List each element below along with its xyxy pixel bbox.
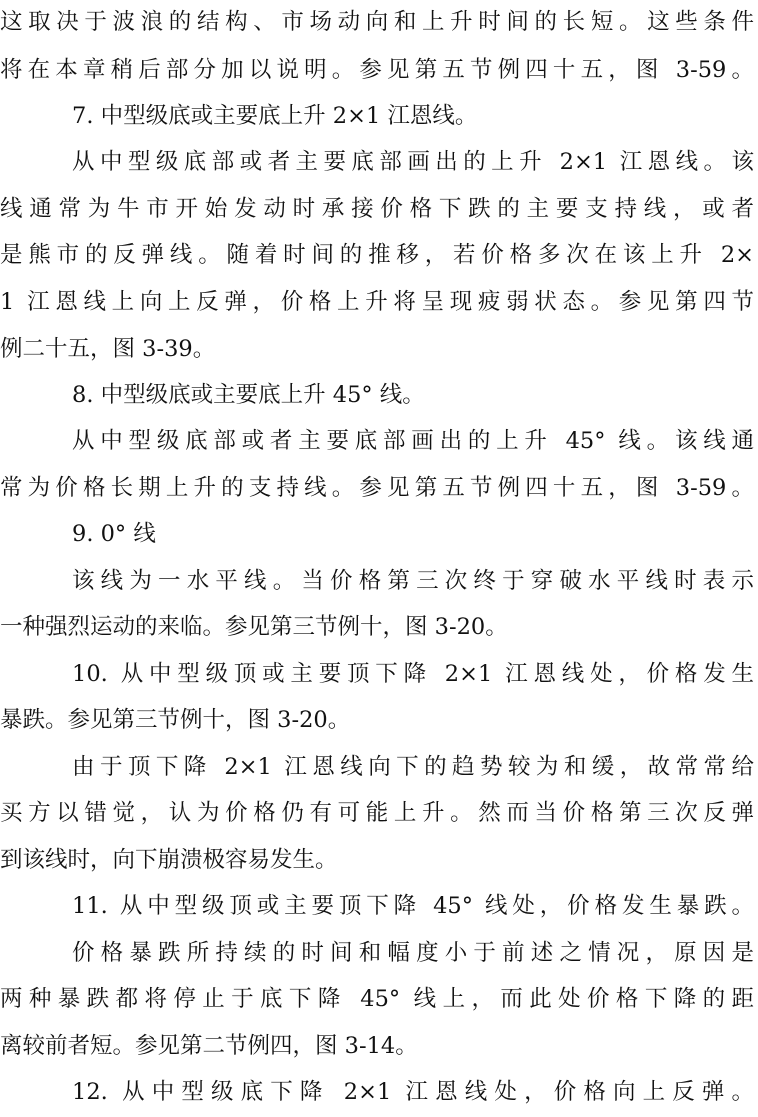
text-line-1: 这取决于波浪的结构、市场动向和上升时间的长短。这些条件 [0,9,754,35]
text-line-2: 将在本章稍后部分加以说明。参见第五节例四十五，图 3-59。 [0,57,754,83]
section-heading-10: 10. 从中型级顶或主要顶下降 2×1 江恩线处，价格发生 [72,661,754,687]
text-line-14: 一种强烈运动的来临。参见第三节例十，图 3-20。 [0,614,508,640]
text-line-18: 买方以错觉，认为价格仍有可能上升。然而当价格第三次反弹 [0,800,754,826]
section-heading-7: 7. 中型级底或主要底上升 2×1 江恩线。 [72,103,478,129]
text-line-23: 离较前者短。参见第二节例四，图 3-14。 [0,1033,418,1059]
text-line-11: 常为价格长期上升的支持线。参见第五节例四十五，图 3-59。 [0,475,754,501]
text-line-6: 是熊市的反弹线。随着时间的推移，若价格多次在该上升 2× [0,242,754,268]
text-line-10: 从中型级底部或者主要底部画出的上升 45° 线。该线通 [72,428,754,454]
section-heading-8: 8. 中型级底或主要底上升 45° 线。 [72,382,425,408]
text-line-4: 从中型级底部或者主要底部画出的上升 2×1 江恩线。该 [72,149,754,175]
text-line-7: 1 江恩线上向上反弹，价格上升将呈现疲弱状态。参见第四节 [0,289,754,315]
text-line-8: 例二十五，图 3-39。 [0,336,216,362]
section-heading-11: 11. 从中型级顶或主要顶下降 45° 线处，价格发生暴跌。 [72,893,754,919]
text-line-13: 该线为一水平线。当价格第三次终于穿破水平线时表示 [72,568,754,594]
text-line-5: 线通常为牛市开始发动时承接价格下跌的主要支持线，或者 [0,196,754,222]
text-line-21: 价格暴跌所持续的时间和幅度小于前述之情况，原因是 [72,940,754,966]
text-line-17: 由于顶下降 2×1 江恩线向下的趋势较为和缓，故常常给 [72,754,754,780]
section-heading-9: 9. 0° 线 [72,521,156,547]
section-heading-12: 12. 从中型级底下降 2×1 江恩线处，价格向上反弹。 [72,1079,754,1105]
text-line-22: 两种暴跌都将停止于底下降 45° 线上，而此处价格下降的距 [0,986,754,1012]
text-line-19: 到该线时，向下崩溃极容易发生。 [0,847,338,873]
text-line-16: 暴跌。参见第三节例十，图 3-20。 [0,707,351,733]
